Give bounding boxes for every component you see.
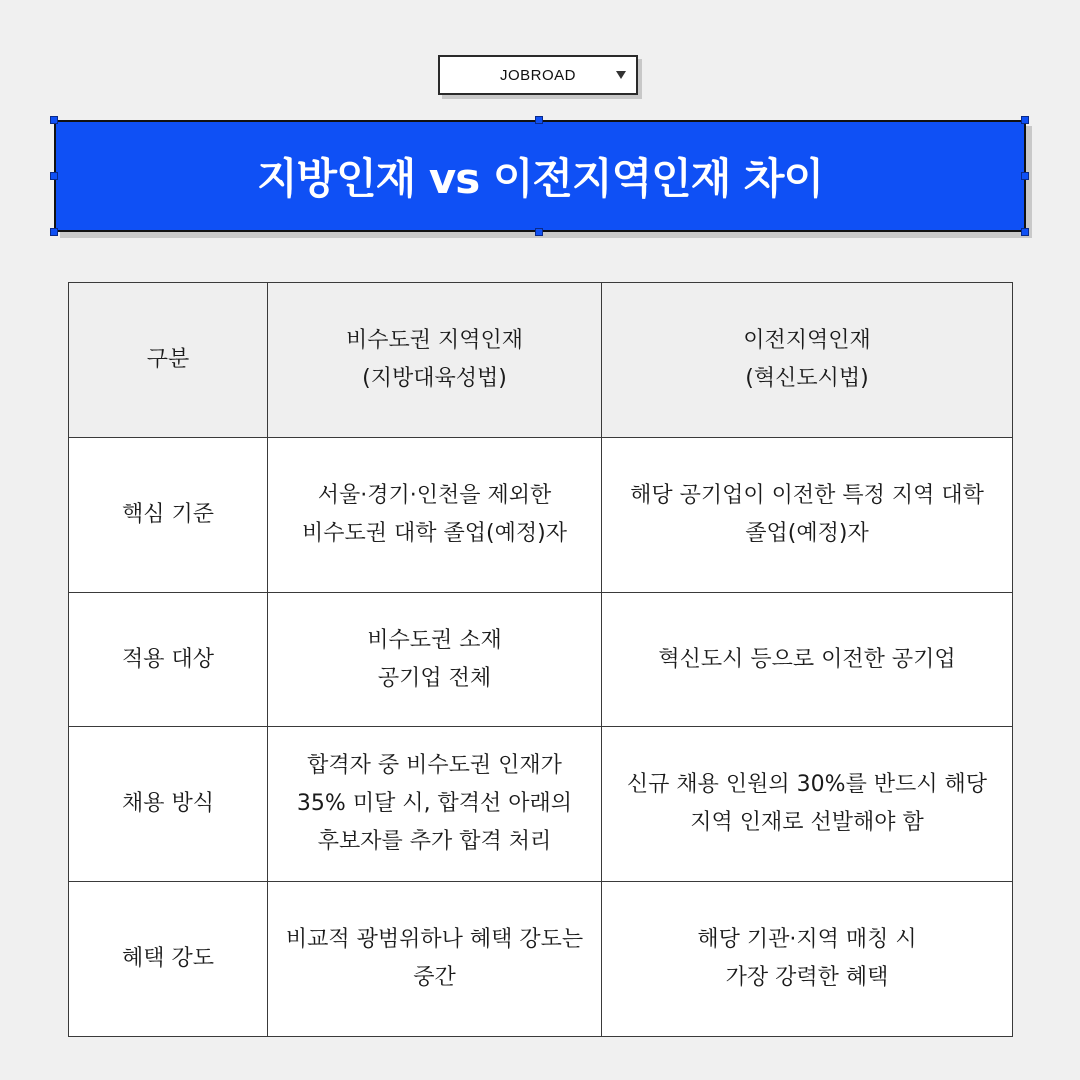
table-row — [69, 438, 1013, 593]
row-label: 핵심 기준 — [69, 438, 268, 593]
selection-handle-icon — [50, 116, 58, 124]
brand-label: JOBROAD — [499, 66, 576, 84]
selection-handle-icon — [50, 172, 58, 180]
header-relocated-region-talent: 이전지역인재 (혁신도시법) — [602, 283, 1013, 438]
table-cell: 신규 채용 인원의 30%를 반드시 해당 지역 인재로 선발해야 함 — [602, 727, 1013, 882]
header-category: 구분 — [69, 283, 268, 438]
brand-dropdown[interactable] — [438, 55, 638, 95]
table-cell: 해당 공기업이 이전한 특정 지역 대학 졸업(예정)자 — [602, 438, 1013, 593]
selection-handle-icon — [535, 116, 543, 124]
chevron-down-icon — [616, 71, 626, 79]
row-label: 혜택 강도 — [69, 882, 268, 1037]
table-header-row — [69, 283, 1013, 438]
comparison-table-wrapper — [68, 282, 1013, 1037]
table-cell: 합격자 중 비수도권 인재가 35% 미달 시, 합격선 아래의 후보자를 추가 합격 처리 — [268, 727, 602, 882]
selection-handle-icon — [50, 228, 58, 236]
header-non-capital-talent: 비수도권 지역인재 (지방대육성법) — [268, 283, 602, 438]
table-row — [69, 593, 1013, 727]
table-cell: 비교적 광범위하나 혜택 강도는 중간 — [268, 882, 602, 1037]
page-title: 지방인재 vs 이전지역인재 차이 — [256, 154, 824, 203]
selection-handle-icon — [1021, 116, 1029, 124]
selection-handle-icon — [535, 228, 543, 236]
selection-handle-icon — [1021, 228, 1029, 236]
table-cell: 혁신도시 등으로 이전한 공기업 — [602, 593, 1013, 727]
table-row — [69, 727, 1013, 882]
comparison-table — [68, 282, 1013, 1037]
title-banner — [54, 120, 1026, 232]
table-row — [69, 882, 1013, 1037]
row-label: 적용 대상 — [69, 593, 268, 727]
table-cell: 서울·경기·인천을 제외한 비수도권 대학 졸업(예정)자 — [268, 438, 602, 593]
row-label: 채용 방식 — [69, 727, 268, 882]
table-cell: 해당 기관·지역 매칭 시 가장 강력한 혜택 — [602, 882, 1013, 1037]
selection-handle-icon — [1021, 172, 1029, 180]
table-cell: 비수도권 소재 공기업 전체 — [268, 593, 602, 727]
